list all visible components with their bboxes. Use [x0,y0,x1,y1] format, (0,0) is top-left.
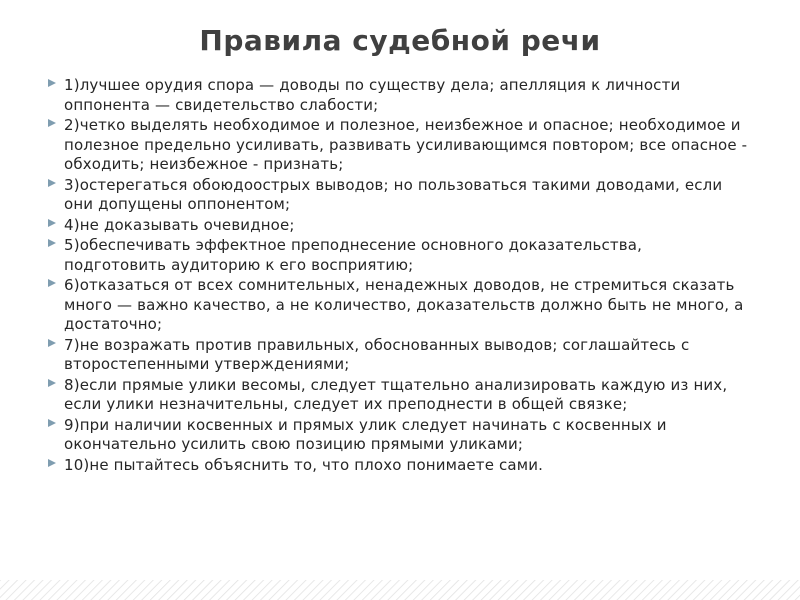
triangle-bullet-icon [48,179,56,187]
triangle-bullet-icon [48,459,56,467]
list-item [48,416,748,455]
list-item [48,336,748,375]
list-item [48,276,748,335]
decorative-hatch-band [0,580,800,600]
rule-text: 2)четко выделять необходимое и полезное, неизбежное и опасное; необходимое и полезное предельно усиливать, развивать усиливающимся повтором; все опасное - обходить; неизбежное - признать; [64,116,748,173]
slide-title: Правила судебной речи [199,24,601,57]
rule-text: 7)не возражать против правильных, обоснованных выводов; соглашайтесь с второстепенными утверждениями; [64,335,690,373]
list-item [48,176,748,215]
rule-text: 8)если прямые улики весомы, следует тщательно анализировать каждую из них, если улики незначительны, следует их преподнести в общей связке; [64,375,728,413]
triangle-bullet-icon [48,379,56,387]
rule-text: 10)не пытайтесь объяснить то, что плохо понимаете сами. [64,455,544,474]
triangle-bullet-icon [48,339,56,347]
triangle-bullet-icon [48,119,56,127]
triangle-bullet-icon [48,239,56,247]
list-item [48,216,748,236]
triangle-bullet-icon [48,279,56,287]
rules-list [48,76,748,476]
rule-text: 5)обеспечивать эффектное преподнесение основного доказательства, подготовить аудиторию к его восприятию; [64,236,642,274]
list-item [48,456,748,476]
triangle-bullet-icon [48,419,56,427]
rule-text: 4)не доказывать очевидное; [64,215,295,234]
rule-text: 6)отказаться от всех сомнительных, ненадежных доводов, не стремиться сказать много — важно качество, а не количество, доказательств должно быть не много, а достаточно; [64,276,744,333]
list-item [48,236,748,275]
list-item [48,76,748,115]
rule-text: 3)остерегаться обоюдоострых выводов; но пользоваться такими доводами, если они допущены оппонентом; [64,175,723,213]
triangle-bullet-icon [48,219,56,227]
list-item [48,116,748,175]
rule-text: 1)лучшее орудия спора — доводы по существу дела; апелляция к личности оппонента — свидетельство слабости; [64,76,681,114]
list-item [48,376,748,415]
rule-text: 9)при наличии косвенных и прямых улик следует начинать с косвенных и окончательно усилить свою позицию прямыми уликами; [64,415,667,453]
triangle-bullet-icon [48,79,56,87]
